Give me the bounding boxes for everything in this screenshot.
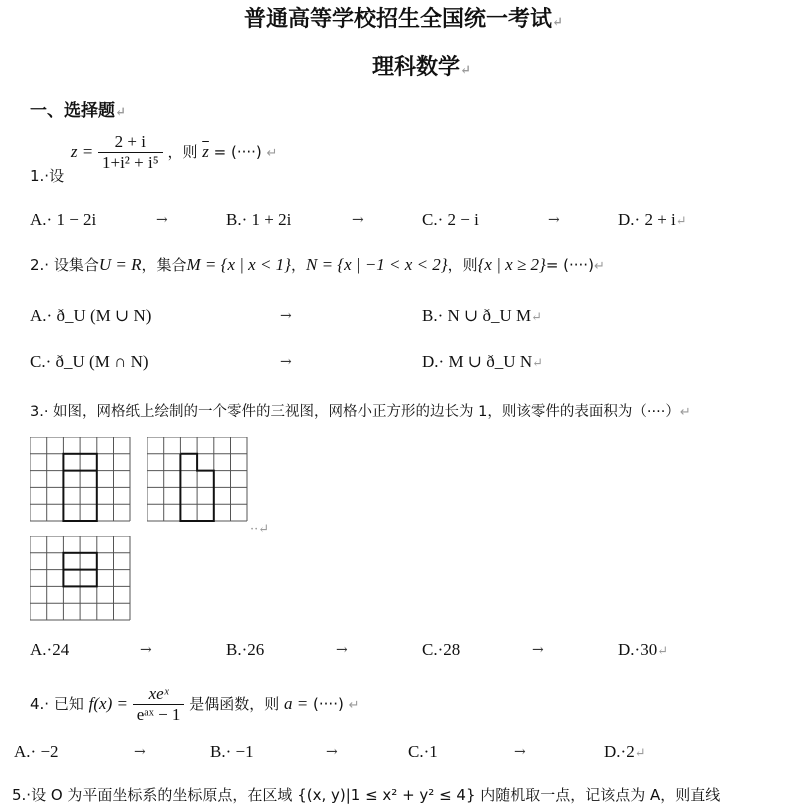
tab-arrow-icon: → <box>280 308 292 324</box>
q2-option-a: A.· ð_U (M ∪ N) <box>30 306 152 325</box>
q4-option-c: C.·1 <box>408 742 438 761</box>
tab-arrow-icon: → <box>514 744 526 760</box>
question-1: 1.·设 z = $\frac{2 + i}{\text{1+i² + i⁵}}$ ，则 $\overline{z}$ = (····) ↵ <box>30 132 278 185</box>
q3-option-b: B.·26 <box>226 640 265 659</box>
tab-arrow-icon: → <box>140 642 152 658</box>
q3-option-d: D.·30↵ <box>618 640 669 659</box>
q1-fraction: $\frac{2 + i}{\text{1+i² + i⁵}}$ <box>98 132 163 173</box>
q4-fraction: $\frac{\text{xeˣ}}{\text{eᵃˣ − 1}}$ <box>133 684 185 725</box>
q1-option-c: C.· 2 − i <box>422 210 479 229</box>
tab-arrow-icon: → <box>134 744 146 760</box>
q4-option-d: D.·2↵ <box>604 742 646 761</box>
q3-option-c: C.·28 <box>422 640 461 659</box>
tab-arrow-icon: → <box>336 642 348 658</box>
tab-arrow-icon: → <box>280 354 292 370</box>
exam-subtitle: 理科数学↵ <box>372 54 471 80</box>
top-view-grid <box>30 536 132 622</box>
q4-option-a: A.· −2 <box>14 742 59 761</box>
question-4: 4.· 已知 f(x) = $\frac{\text{xeˣ}}{\text{eᵃˣ − 1}}$ 是偶函数，则 a = (····) ↵ <box>30 684 360 724</box>
tab-arrow-icon: → <box>156 212 168 228</box>
q2-option-d: D.· M ∪ ð_U N↵ <box>422 352 544 371</box>
tab-arrow-icon: → <box>352 212 364 228</box>
grid-lines <box>147 437 247 521</box>
q4-option-b: B.· −1 <box>210 742 254 761</box>
figure-trailing-mark: ··↵ <box>250 522 270 537</box>
grid-lines <box>30 437 130 521</box>
tab-arrow-icon: → <box>326 744 338 760</box>
q1-option-d: D.· 2 + i↵ <box>618 210 687 229</box>
q3-option-a: A.·24 <box>30 640 70 659</box>
q1-option-b: B.· 1 + 2i <box>226 210 292 229</box>
exam-title: 普通高等学校招生全国统一考试↵ <box>244 6 563 32</box>
question-2: 2.· 设集合U = R，集合M = {x | x < 1}，N = {x | −1 < x < 2}，则{x | x ≥ 2}= (····)↵ <box>30 255 605 274</box>
section-heading: 一、选择题↵ <box>30 101 126 121</box>
question-5: 5.·设 O 为平面坐标系的坐标原点，在区域 {(x, y)|1 ≤ x² + y² ≤ 4} 内随机取一点，记该点为 A，则直线 <box>12 786 721 804</box>
tab-arrow-icon: → <box>548 212 560 228</box>
q2-option-b: B.· N ∪ ð_U M↵ <box>422 306 543 325</box>
q2-option-c: C.· ð_U (M ∩ N) <box>30 352 149 371</box>
q1-option-a: A.· 1 − 2i <box>30 210 97 229</box>
tab-arrow-icon: → <box>532 642 544 658</box>
side-view-grid <box>147 437 249 523</box>
question-3: 3.· 如图，网格纸上绘制的一个零件的三视图，网格小正方形的边长为 1，则该零件的表面积为（····）↵ <box>30 404 691 420</box>
front-view-grid <box>30 437 132 523</box>
grid-lines <box>30 536 130 620</box>
